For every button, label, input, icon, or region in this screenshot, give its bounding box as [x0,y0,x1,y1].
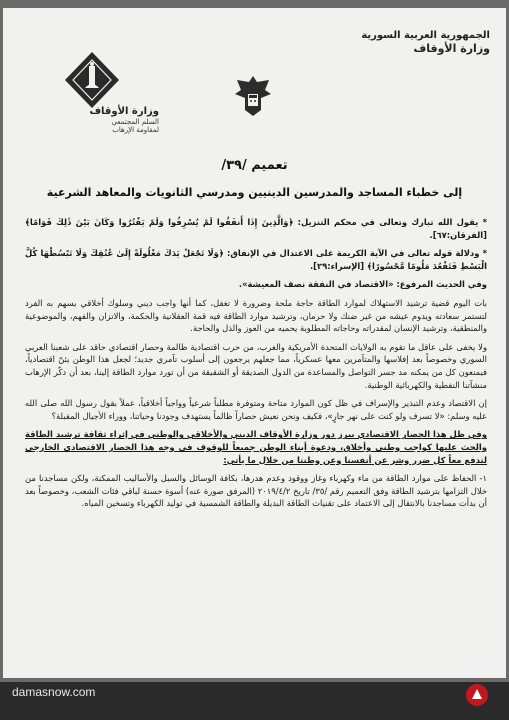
site-watermark[interactable]: damasnow.com [12,685,96,699]
numbered-item: ١- الحفاظ على موارد الطاقة من ماء وكهرباء وغاز ووقود وعدم هدرها، بكافة الوسائل والسبل والأساليب الممكنة، ولكن مساجدنا من خلال التزامها بترشيد الطاقة وفق التعميم رقم /٣٥/ تاريخ ٢٠١٩/٤/٢ (المرفق صورة عنه) أسوة حسنة لباقي فئات الشعب، وخصوصاً بعد أن بدأت مساجدنا بالانتقال إلى الاعتماد على تقنيات الطاقة البديلة والطاقة الشمسية في توليد الكهرباء وتسخين المياه. [25,473,487,509]
addressee-title: إلى خطباء المساجد والمدرسين الدينيين ومدرسي الثانويات والمعاهد الشرعية [46,186,463,199]
eagle-emblem-icon [231,72,275,118]
hadith-paragraph: وفي الحديث المرفوع: «الاقتصاد في النفقة نصف المعيشة». [238,279,487,290]
logo-subtitle: السلم المجتمعي لمقاومة الإرهاب [111,118,159,134]
verse-paragraph: * يقول الله تبارك وتعالى في محكم التنزيل: ﴿وَالَّذِينَ إِذَا أَنفَقُوا لَمْ يُسْرِفُوا وَلَمْ يَقْتُرُوا وَكَانَ بَيْنَ ذَٰلِكَ قَوَامًا﴾ [الفرقان:٦٧]. [25,217,487,240]
body-paragraph: إن الاقتصاد وعدم التبذير والإسراف في ظل كون الموارد متاحة ومتوفرة مطلباً شرعياً وواجباً أخلاقياً، عملاً بقول رسول الله صلى الله عليه وسلم: «لا تسرف ولو كنت على نهر جارٍ»، فكيف ونحن نعيش حصاراً ظالماً يستهدف وجودنا وحياتنا، ووراء الأجيال المقبلة؟ [25,398,487,421]
logo-title: وزارة الأوقاف [89,106,159,117]
document-page [3,8,506,678]
verse-paragraph: * ودلالة قوله تعالى في الآية الكريمة على الاعتدال في الإنفاق: ﴿وَلَا تَجْعَلْ يَدَكَ مَغْلُولَةً إِلَىٰ عُنُقِكَ وَلَا تَبْسُطْهَا كُلَّ الْبَسْطِ فَتَقْعُدَ مَلُومًا مَّحْسُورًا﴾ [الإسراء:٢٩]. [25,248,487,271]
republic-name: الجمهورية العربية السورية [361,30,490,41]
body-paragraph: بات اليوم قضية ترشيد الاستهلاك لموارد الطاقة حاجة ملحة وضرورة لا تغفل، كما أنها واجب ديني وسلوك أخلاقي يسهم به الفرد لتستمر سعادته ويدوم عيشه من غير ضنك ولا حرمان، وترشيد موارد الطاقة فيه قمة العقلانية والحكمة، والاتزان والفهم، والموضوعية والمنطقية، وترشيد الإنسان لمقدراته وحاجاته المطلوبة يحميه من العوز والذل والحاجة. [25,297,487,334]
emphasis-paragraph: وفي ظل هذا الحصار الاقتصادي يبرز دور وزارة الأوقاف الديني والأخلاقي والوطني في إثراء ثقافة ترشيد الطاقة والحث عليها كواجب وطني وأخلاق، ودعوة أبناء الوطن جميعاً للوقوف في وجه هذا الحصار الاقتصادي الخارجي لندفع معاً كل ضرر وشر عن أنفسنا وعن وطننا من خلال ما يأتي: [25,429,487,465]
document-body [25,216,487,516]
ministry-header [360,30,490,55]
circular-number: تعميم /٣٩/ [221,158,288,173]
damasnow-logo-icon [465,683,489,707]
ministry-name: وزارة الأوقاف [413,42,490,55]
body-paragraph: ولا يخفى على عاقل ما تقوم به الولايات المتحدة الأمريكية والغرب، من حرب اقتصادية ظالمة وحصار اقتصادي حاقد على شعبنا العربي السوري وخصوصاً بعد إفلاسها والمتآمرين معها عسكرياً، مما جعلهم يرجعون إلى أسلوب تآمري جديد؛ لجعل هذا الوطن يئنّ اقتصادياً، فيمنعون كل من يمكنه مد جسر التواصل والمساعدة من الدول الصديقة أو الشقيقة من أن تورد موارد الطاقة إلينا، بعد أن دكّر الإرهاب منشآتنا النفطية والكهربائية الوطنية. [25,341,487,390]
footer-bar [0,682,509,720]
